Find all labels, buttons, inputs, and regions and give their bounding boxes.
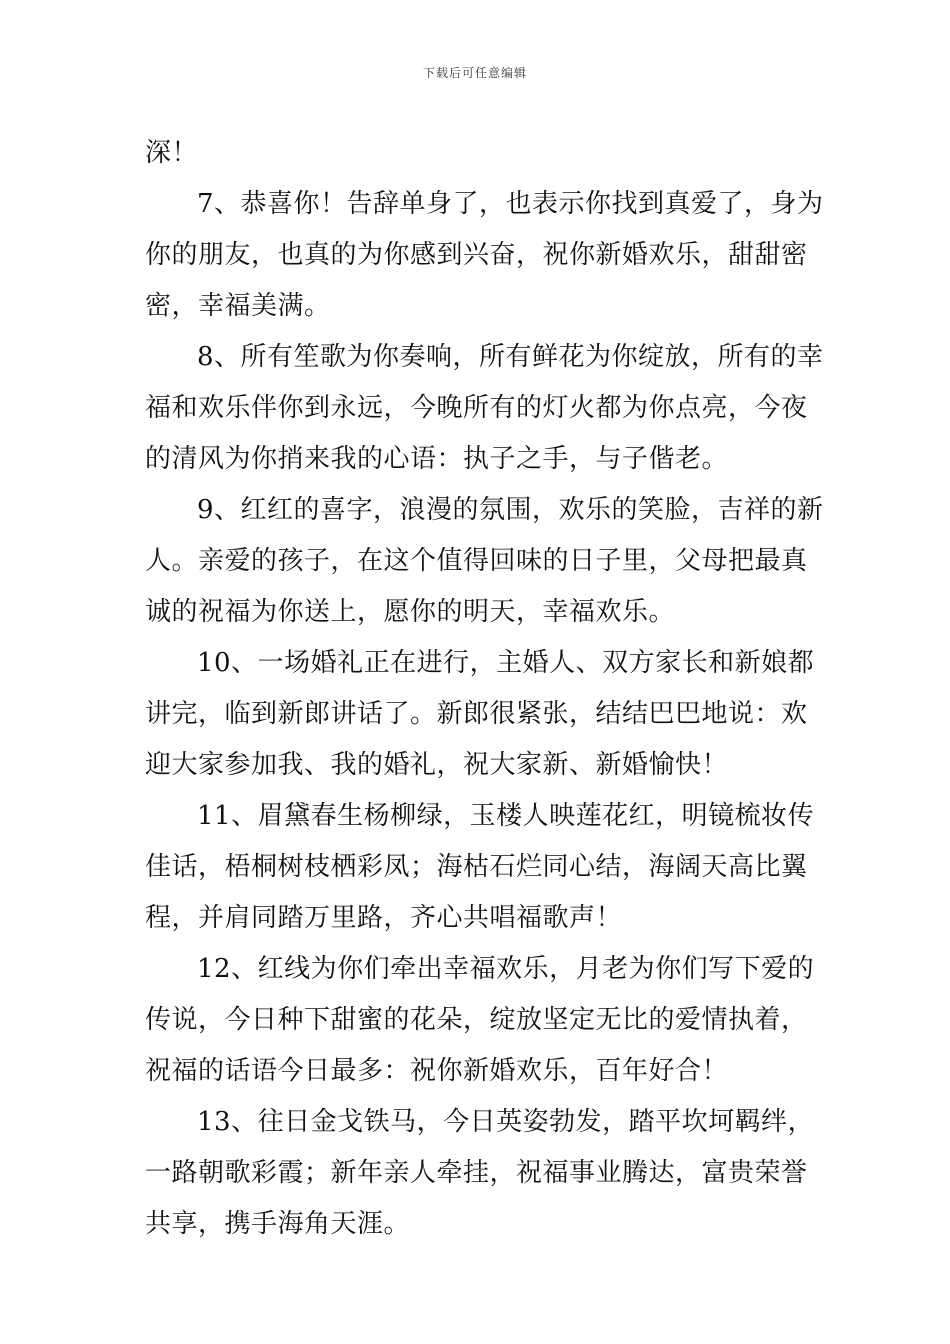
paragraph-11 bbox=[145, 791, 815, 944]
text-line: 人。亲爱的孩子，在这个值得回味的日子里，父母把最真 bbox=[145, 546, 808, 576]
text-line: 9、红红的喜字，浪漫的氛围，欢乐的笑脸，吉祥的新 bbox=[197, 495, 824, 525]
paragraph-12 bbox=[145, 944, 815, 1097]
text-line: 密，幸福美满。 bbox=[145, 291, 331, 321]
paragraph-continuation bbox=[145, 128, 807, 179]
document-body bbox=[145, 128, 824, 1250]
text-line: 诚的祝福为你送上，愿你的明天，幸福欢乐。 bbox=[145, 597, 676, 627]
paragraph-10 bbox=[145, 638, 815, 791]
text-line: 佳话，梧桐树枝栖彩凤；海枯石烂同心结，海阔天高比翼 bbox=[145, 852, 808, 882]
text-line: 传说，今日种下甜蜜的花朵，绽放坚定无比的爱情执着， bbox=[145, 1005, 808, 1035]
text-line: 13、往日金戈铁马，今日英姿勃发，踏平坎坷羁绊， bbox=[197, 1107, 815, 1137]
text-line: 8、所有笙歌为你奏响，所有鲜花为你绽放，所有的幸 bbox=[197, 342, 824, 372]
paragraph-13 bbox=[145, 1097, 815, 1250]
text-line: 深！ bbox=[145, 138, 199, 168]
paragraph-7 bbox=[145, 179, 824, 332]
paragraph-8 bbox=[145, 332, 824, 485]
text-line: 程，并肩同踏万里路，齐心共唱福歌声！ bbox=[145, 903, 623, 933]
text-line: 7、恭喜你！告辞单身了，也表示你找到真爱了，身为 bbox=[197, 189, 824, 219]
text-line: 11、眉黛春生杨柳绿，玉楼人映莲花红，明镜梳妆传 bbox=[197, 801, 815, 831]
text-line: 共享，携手海角天涯。 bbox=[145, 1209, 411, 1239]
text-line: 你的朋友，也真的为你感到兴奋，祝你新婚欢乐，甜甜密 bbox=[145, 240, 808, 270]
text-line: 祝福的话语今日最多：祝你新婚欢乐，百年好合！ bbox=[145, 1056, 729, 1086]
text-line: 10、一场婚礼正在进行，主婚人、双方家长和新娘都 bbox=[197, 648, 815, 678]
text-line: 迎大家参加我、我的婚礼，祝大家新、新婚愉快！ bbox=[145, 750, 729, 780]
text-line: 12、红线为你们牵出幸福欢乐，月老为你们写下爱的 bbox=[197, 954, 815, 984]
page-header: 下载后可任意编辑 bbox=[422, 66, 527, 80]
text-line: 一路朝歌彩霞；新年亲人牵挂，祝福事业腾达，富贵荣誉 bbox=[145, 1158, 808, 1188]
text-line: 福和欢乐伴你到永远，今晚所有的灯火都为你点亮，今夜 bbox=[145, 393, 808, 423]
paragraph-9 bbox=[145, 485, 824, 638]
text-line: 讲完，临到新郎讲话了。新郎很紧张，结结巴巴地说：欢 bbox=[145, 699, 808, 729]
text-line: 的清风为你捎来我的心语：执子之手，与子偕老。 bbox=[145, 444, 729, 474]
